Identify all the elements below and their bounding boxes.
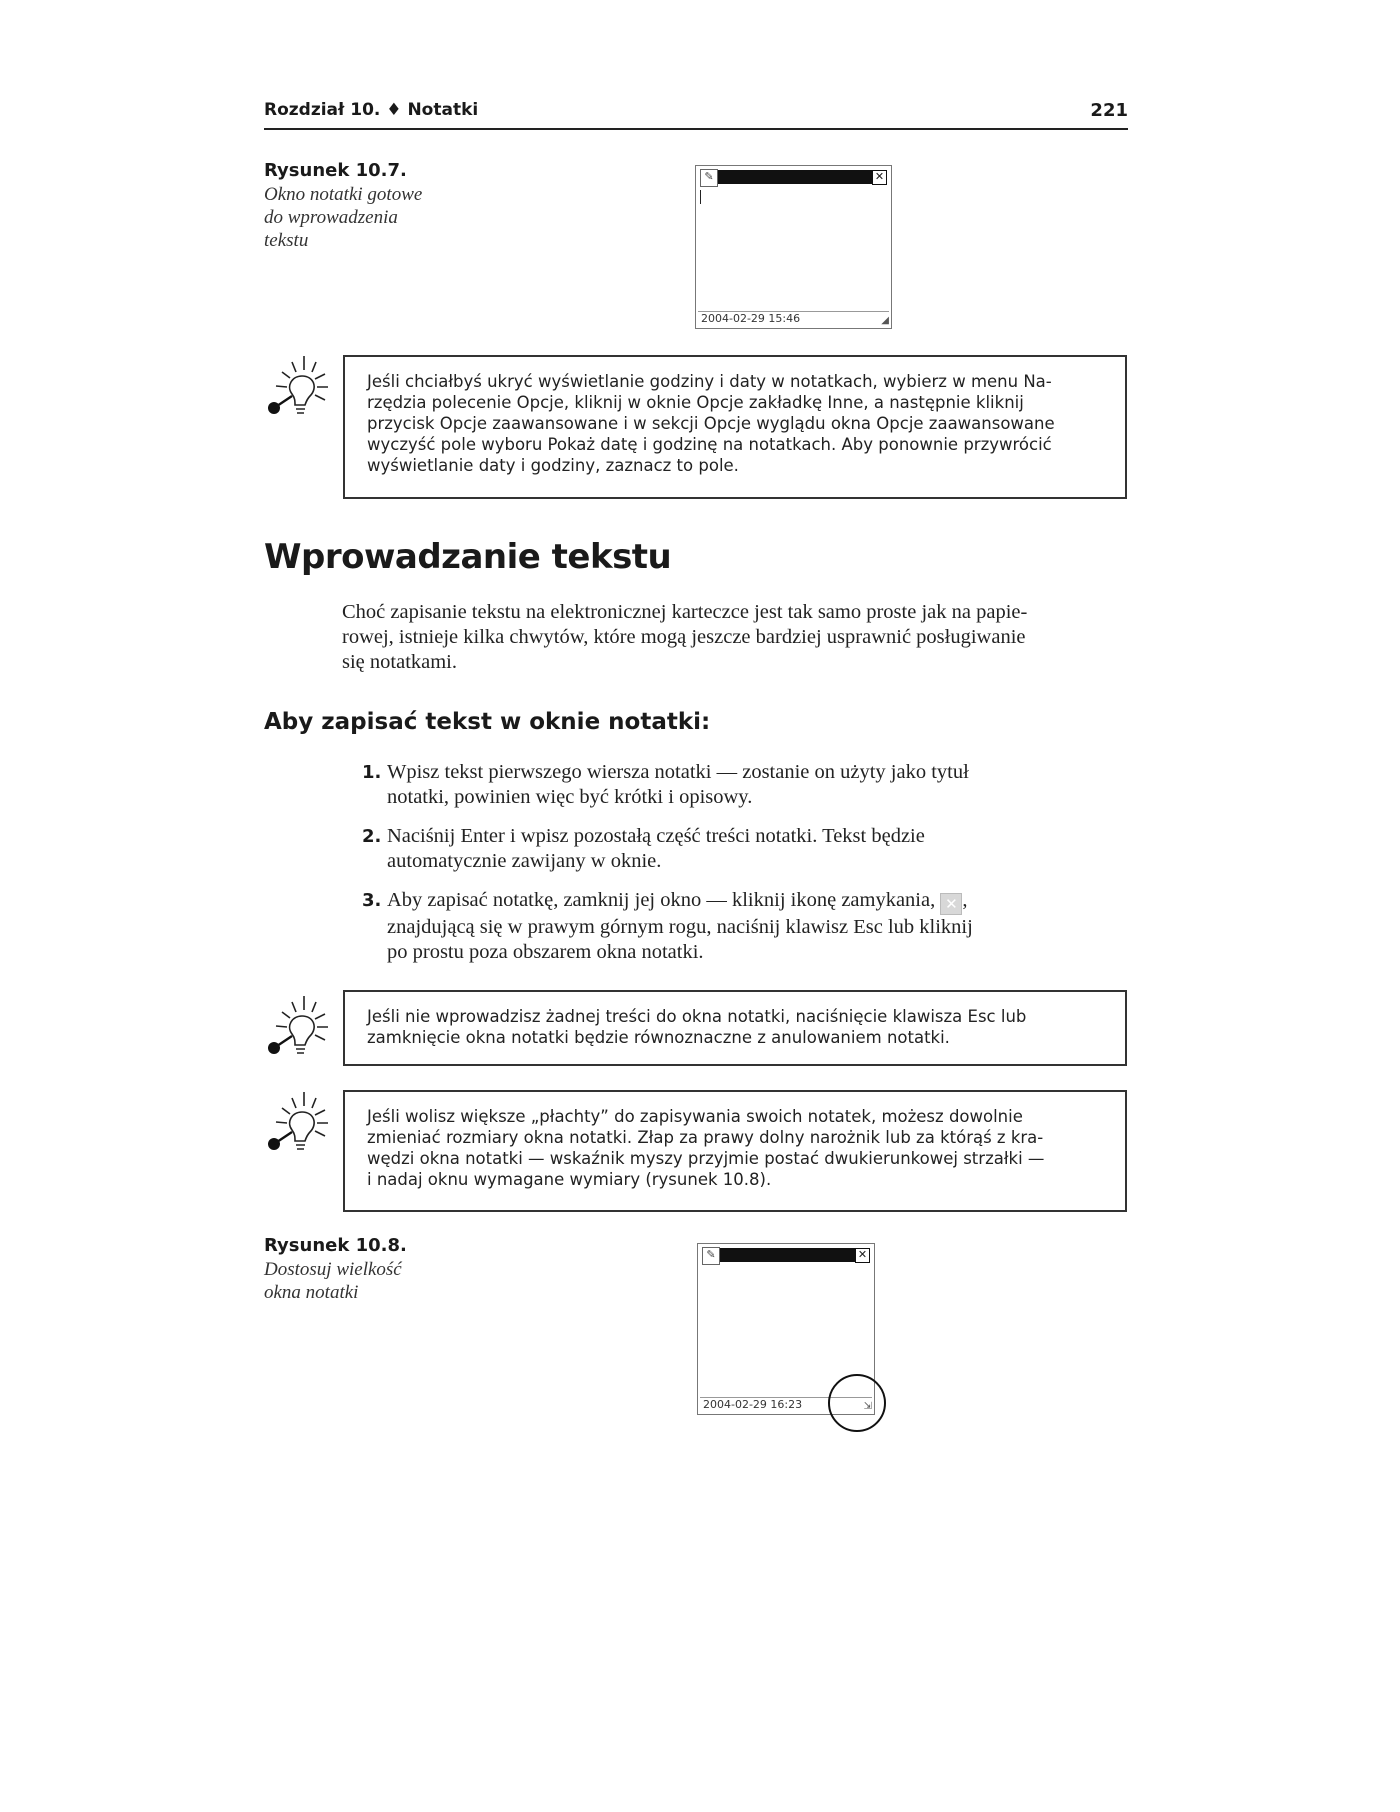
figure-description: Dostosuj wielkość okna notatki xyxy=(264,1259,402,1303)
step-text: Naciśnij Enter i wpisz pozostałą część treści notatki. Tekst będzie automatycznie zawijany w oknie. xyxy=(387,825,925,872)
lightbulb-tip-icon xyxy=(262,992,332,1062)
close-icon: ✕ xyxy=(940,893,962,915)
tip-text: Jeśli chciałbyś ukryć wyświetlanie godziny i daty w notatkach, wybierz w menu Na- rzędzia polecenie Opcje, kliknij w oknie Opcje zakładkę Inne, a następnie kliknij przycisk Opcje zaawansowane i w sekcji Opcje wyglądu okna Opcje zaawansowane wyczyść pole wyboru Pokaż datę i godzinę na notatkach. Aby ponownie przywrócić wyświetlanie daty i godziny, zaznacz to pole. xyxy=(367,372,1055,475)
tip-box xyxy=(343,355,1127,499)
figure-caption xyxy=(264,1235,464,1304)
figure-label: Rysunek 10.7. xyxy=(264,160,407,181)
step-number: 1. xyxy=(362,762,382,783)
tip-box xyxy=(343,990,1127,1066)
close-icon[interactable]: ✕ xyxy=(855,1248,870,1263)
resize-grip-icon[interactable]: ◢ xyxy=(881,315,889,326)
procedure-heading: Aby zapisać tekst w oknie notatki: xyxy=(264,709,711,735)
running-header xyxy=(264,100,1128,130)
text-cursor xyxy=(700,190,701,204)
step-text: Aby zapisać notatkę, zamknij jej okno — kliknij ikonę zamykania, ✕ , znajdującą się w prawym górnym rogu, naciśnij klawisz Esc lub kliknij po prostu poza obszarem okna notatki. xyxy=(387,889,973,963)
chapter-title: Rozdział 10. ♦ Notatki xyxy=(264,100,479,120)
page-number: 221 xyxy=(1090,100,1128,121)
section-heading: Wprowadzanie tekstu xyxy=(264,537,672,577)
step-number: 3. xyxy=(362,890,382,911)
resize-grip-icon[interactable]: ⇲ xyxy=(863,1401,872,1412)
intro-paragraph: Choć zapisanie tekstu na elektronicznej karteczce jest tak samo proste jak na papie- rowej, istnieje kilka chwytów, które mogą jeszcze bardziej usprawnić posługiwanie się notatkami. xyxy=(342,601,1028,673)
note-icon[interactable]: ✎ xyxy=(700,169,718,187)
lightbulb-tip-icon xyxy=(262,1088,332,1158)
note-window xyxy=(695,165,892,329)
step-number: 2. xyxy=(362,826,382,847)
lightbulb-tip-icon xyxy=(262,352,332,422)
close-icon[interactable]: ✕ xyxy=(872,170,887,185)
tip-text: Jeśli nie wprowadzisz żadnej treści do okna notatki, naciśnięcie klawisza Esc lub zamknięcie okna notatki będzie równoznaczne z anulowaniem notatki. xyxy=(367,1007,1027,1047)
tip-box xyxy=(343,1090,1127,1212)
note-title-bar[interactable] xyxy=(700,170,887,184)
step-text: Wpisz tekst pierwszego wiersza notatki — zostanie on użyty jako tytuł notatki, powinien więc być krótki i opisowy. xyxy=(387,761,969,808)
highlight-circle xyxy=(826,1372,888,1434)
note-timestamp: 2004-02-29 15:46 xyxy=(698,311,889,326)
figure-caption xyxy=(264,160,464,252)
note-icon[interactable]: ✎ xyxy=(702,1247,720,1265)
tip-text: Jeśli wolisz większe „płachty” do zapisywania swoich notatek, możesz dowolnie zmieniać rozmiary okna notatki. Złap za prawy dolny narożnik lub za którąś z kra- wędzi okna notatki — wskaźnik myszy przyjmie postać dwukierunkowej strzałki — i nadaj oknu wymagane wymiary (rysunek 10.8). xyxy=(367,1107,1045,1189)
note-timestamp: 2004-02-29 16:23 xyxy=(700,1397,872,1412)
figure-description: Okno notatki gotowe do wprowadzenia tekstu xyxy=(264,184,423,251)
note-title-bar[interactable] xyxy=(702,1248,870,1262)
figure-label: Rysunek 10.8. xyxy=(264,1235,407,1256)
